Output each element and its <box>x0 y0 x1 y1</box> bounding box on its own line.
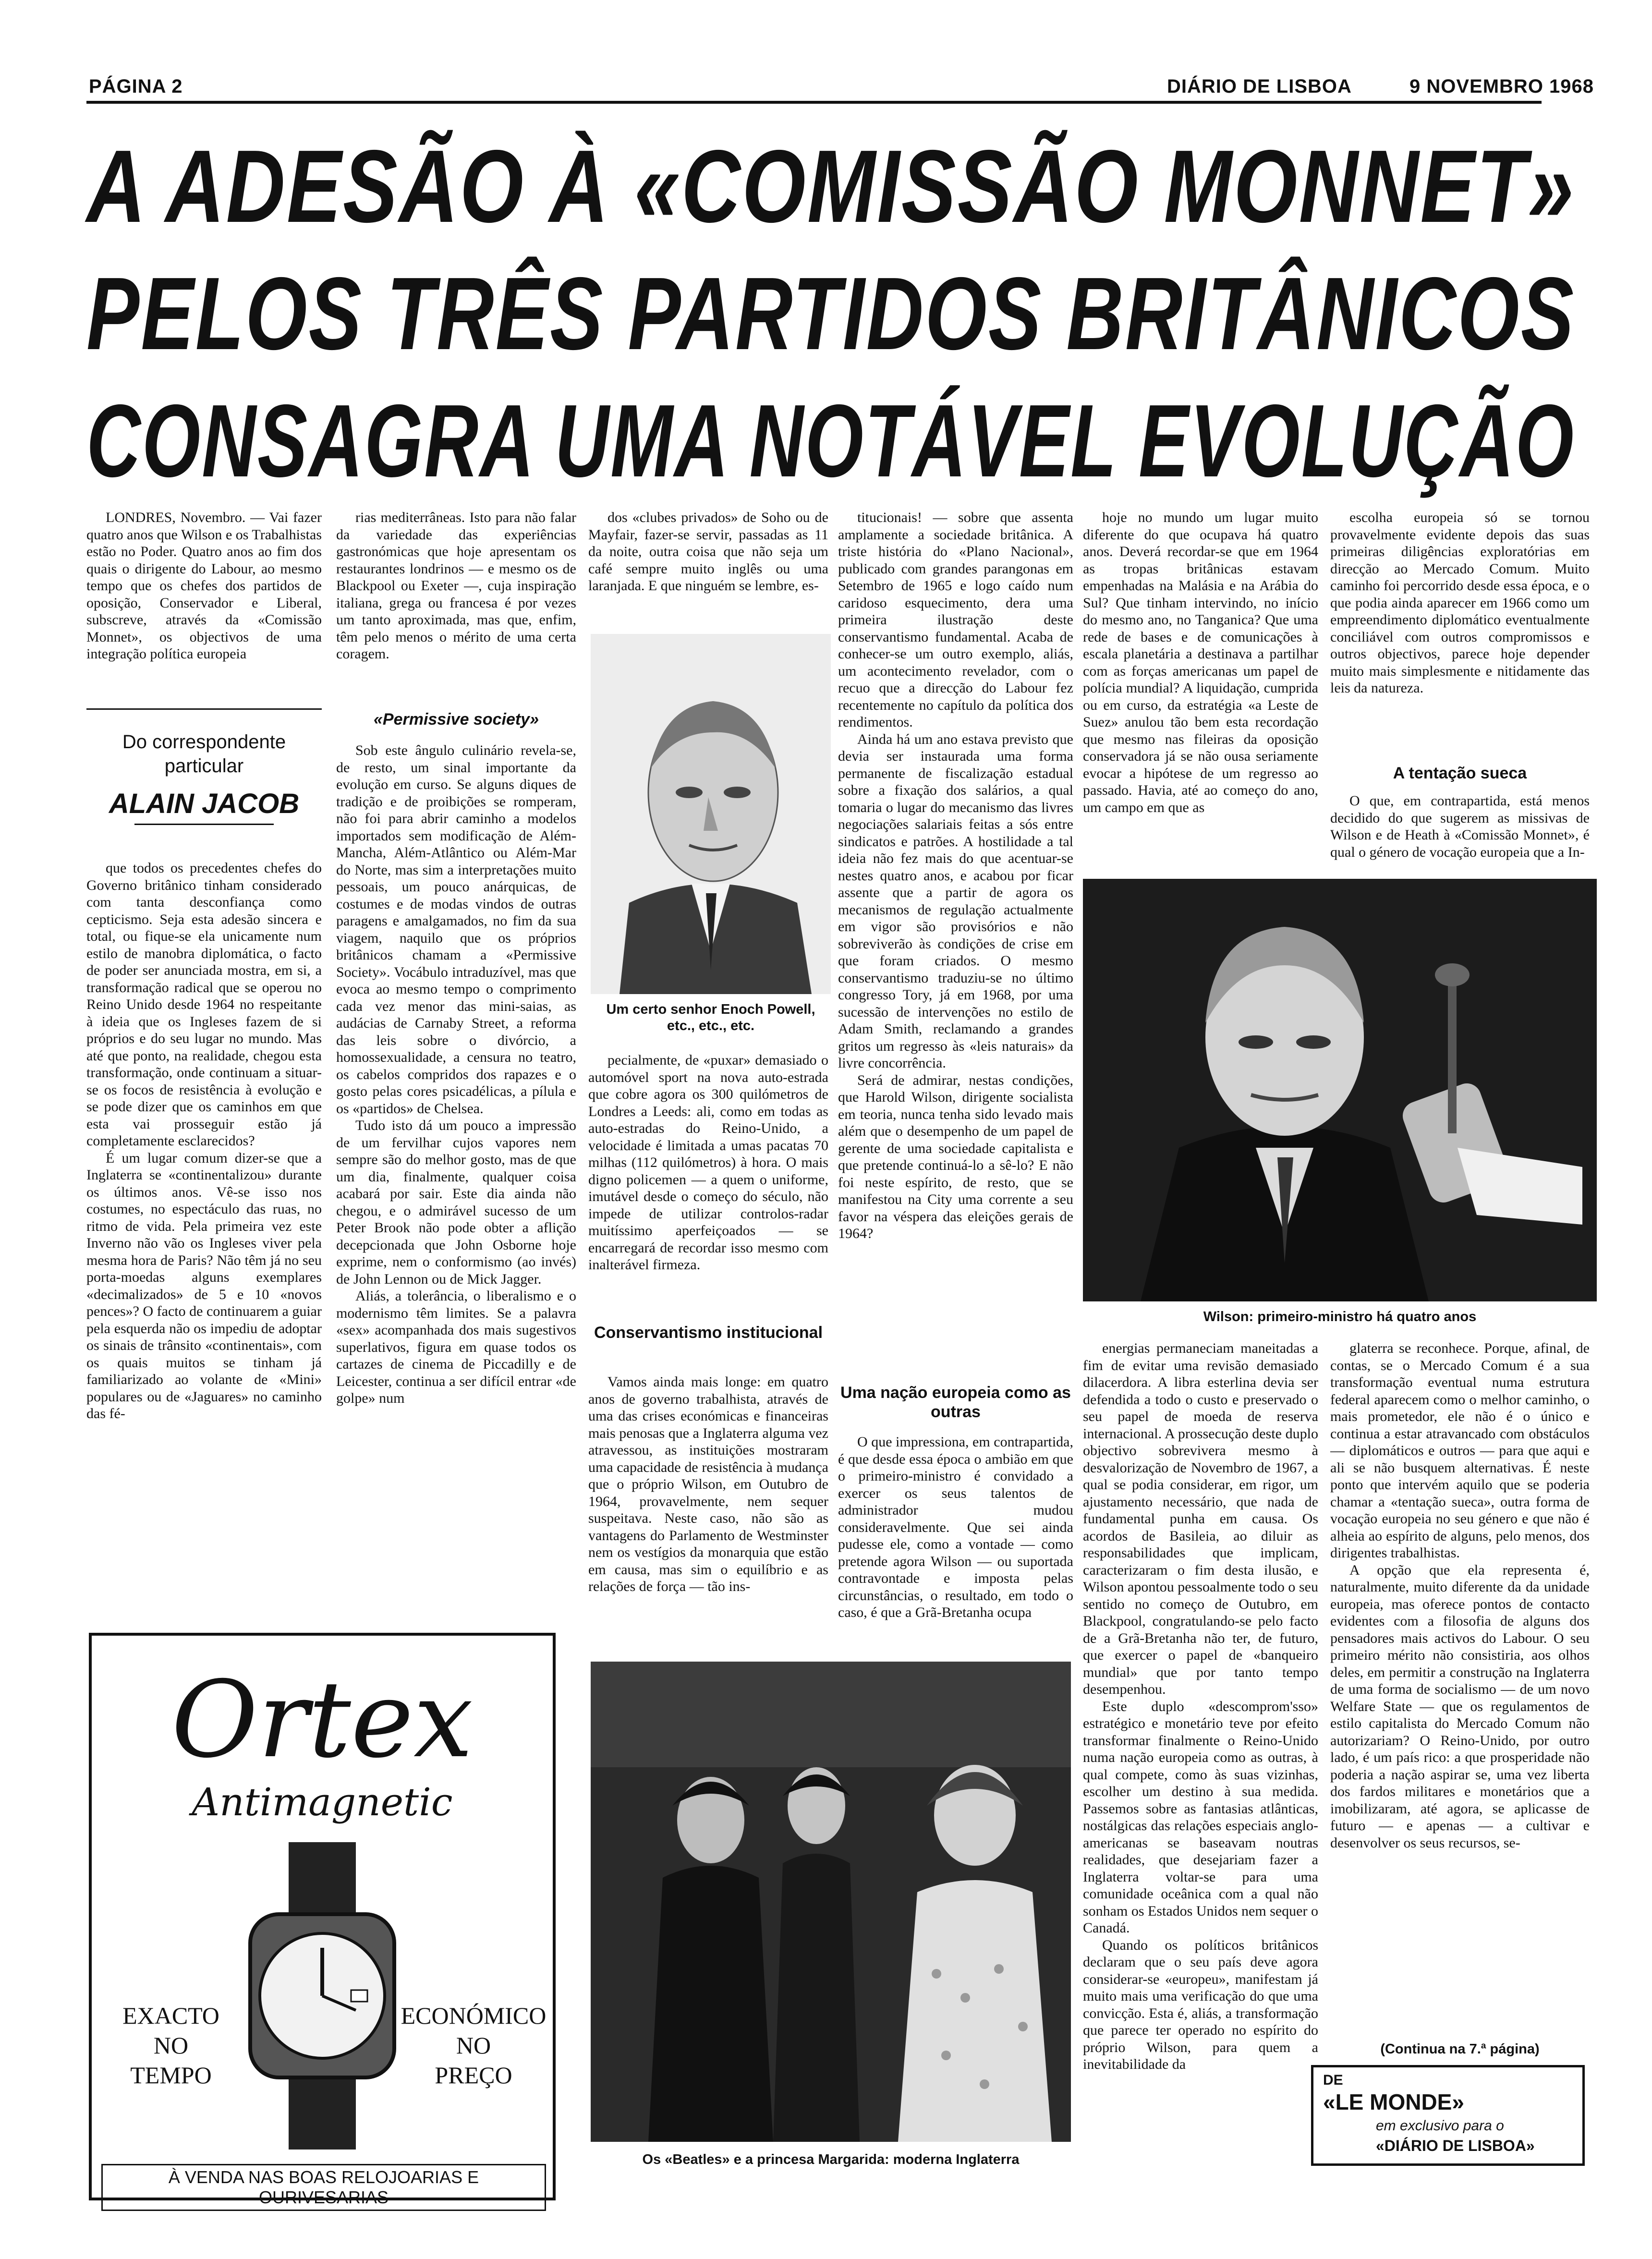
col2-top-text <box>336 509 576 706</box>
col6-bottom-text <box>1330 1340 1590 2036</box>
subhead-nacao-europeia: Uma nação europeia como as outras <box>840 1384 1071 1421</box>
col3-top-text <box>588 509 828 627</box>
ad-left-line-2: NO <box>153 2032 189 2059</box>
byline-rule-bottom <box>134 824 274 825</box>
col4-paragraph-4: O que impressiona, em contrapartida, é que desde essa época o ambião em que o primeiro-ministro é convidado a exercer os seus talentos de administrador mudou consideravelmente. Que sei ainda pudesse ele, como a vontade — como pretende agora Wilson — ou suportada contravontade e imposta pelas circunstâncias, o resultado, em todo o caso, é que a Grã-Bretanha ocupa <box>838 1434 1073 1620</box>
col6-paragraph-2: O que, em contrapartida, está menos decidido do que sugerem as missivas de Wilson e de Heath à «Comissão Monnet», é qual o género de vocação europeia que a In- <box>1330 793 1590 860</box>
ad-right-line-1: ECONÓMICO <box>401 2002 547 2029</box>
le-monde-name: «LE MONDE» <box>1323 2089 1464 2114</box>
caption-wilson: Wilson: primeiro-ministro há quatro anos <box>1203 1309 1477 1324</box>
wilson-portrait-illustration <box>1083 879 1597 1301</box>
col3-bottom-text <box>588 1373 828 1614</box>
portrait-illustration <box>591 634 831 994</box>
caption-beatles: Os «Beatles» e a princesa Margarida: moderna Inglaterra <box>642 2152 1020 2167</box>
ad-right-slogan <box>399 2001 548 2090</box>
ad-right-line-3: PREÇO <box>435 2062 512 2089</box>
article-lead <box>86 509 322 705</box>
le-monde-de: DE <box>1323 2072 1343 2088</box>
col1-paragraph-1: que todos os precedentes chefes do Governo britânico tinham considerado com tanta desconfiança como cepticismo. Seja esta adesão sincera e total, ou fique-se ela unicamente num estilo de manobra diplomática, o facto de poder ser anunciada mostra, em si, a transformação radical que se operou no Reino Unido desde 1964 no respeitante à ideia que os Ingleses fazem de si próprios e do seu lugar no mundo. Mas até que ponto, na realidade, chegou esta transformação, onde continuam a situar-se os focos de resistência à evolução e se pode dizer que os caminhos em que esta vai prosseguir estão já completamente esclarecidos? <box>86 860 322 1149</box>
ortex-advertisement <box>89 1633 556 2207</box>
col6-paragraph-1: escolha europeia só se tornou provavelmente evidente depois das suas primeiras diligências exploratórias em direcção ao Mercado Comum. Muito caminho foi percorrido desde essa época, e o que podia ainda aparecer em 1966 como um empreendimento diplomático eventualmente conciliável com outros compromissos e outros objectivos, parece hoje depender muito mais simplesmente e nitidamente das leis da natureza. <box>1330 510 1590 696</box>
col6-paragraph-3: glaterra se reconhece. Porque, afinal, de contas, se o Mercado Comum é a sua transformação eventual numa estrutura federal aparecem como o melhor caminho, o mais prometedor, ele não é o único e continua a estar atravancado com obstáculos — diplomáticos e outros — para que aqui e ali se não busquem alternativas. É neste ponto que intervém aquilo que se poderia chamar a «tentação sueca», outra forma de vocação europeia no seu género e que não é alheia ao espírito de alguns, pelo menos, dos dirigentes trabalhistas. <box>1330 1340 1590 1561</box>
photo-beatles-princess <box>591 1662 1071 2142</box>
le-monde-line-1: em exclusivo para o <box>1376 2118 1504 2134</box>
col6-top-text <box>1330 509 1590 756</box>
subhead-tentacao-sueca: A tentação sueca <box>1393 764 1527 782</box>
issue-date: 9 NOVEMBRO 1968 <box>1409 76 1594 97</box>
col5-paragraph-2: energias permaneciam maneitadas a fim de evitar uma revisão demasiado dilacerdora. A libra esterlina devia ser defendida a todo o custo e preservado o seu papel de moeda de reserva internacional. A prossecução deste duplo objectivo sobrevivera mesmo à desvalorização de Novembro de 1967, a qual se podia considerar, em rigor, um ajustamento necessário, que nada de fundamental punha em causa. Os acordos de Basileia, ao diluir as responsabilidades que implicam, caracterizaram o fim desta ilusão, e Wilson apontou pessoalmente todo o seu sentido no começo de Outubro, em Blackpool, congratulando-se pelo facto de a Grã-Bretanha não ter, de futuro, que exercer o papel de «banqueiro mundial» que por tanto tempo desempenhou. <box>1083 1340 1318 1697</box>
ad-left-slogan <box>106 2001 236 2090</box>
photo-wilson <box>1083 879 1597 1301</box>
caption-powell: Um certo senhor Enoch Powell, etc., etc., etc. <box>606 1002 815 1033</box>
byline-author: ALAIN JACOB <box>109 788 300 819</box>
col2-paragraph-4: Aliás, a tolerância, o liberalismo e o modernismo têm limites. Se a palavra «sex» acompanhada dos mais sugestivos superlativos, figura em quase todos os cartazes de cinema de Piccadilly e de Leicester, continua a ser difícil entrar «de golpe» num <box>336 1288 576 1406</box>
col3-paragraph-1: dos «clubes privados» de Soho ou de Mayfair, fazer-se servir, passadas as 11 da noite, outra coisa que não seja um café sempre muito inglês ou uma laranjada. E que ninguém se lembre, es- <box>588 510 828 594</box>
continued-note: (Continua na 7.ª página) <box>1380 2041 1540 2057</box>
col4-paragraph-2: Ainda há um ano estava previsto que devia ser instaurada uma forma permanente de fiscalização estadual sobre a fixação dos salários, a qual tomaria o lugar do mecanismo das livres negociações salariais feitas a sós entre sindicatos e patrões. A hostilidade a tal ideia não fez mais do que acentuar-se nestes quatro anos, e acabou por ficar assente que a partir de agora os mecanismos de regulação actualmente em vigor são provisórios e não sobreviverão às condições de crise em que foram criados. O mesmo conservantismo traduziu-se no último congresso Tory, já em 1968, por uma sucessão de intervenções no estilo de Adam Smith, reclamando a grandes gritos um regresso às «leis naturais» da livre concorrência. <box>838 731 1073 1071</box>
le-monde-box <box>1311 2065 1585 2166</box>
lead-paragraph: LONDRES, Novembro. — Vai fazer quatro anos que Wilson e os Trabalhistas estão no Poder. Quatro anos ao fim dos quais o dirigente do Labour, ao mesmo tempo que os chefes dos partidos de oposição, Conservador e Liberal, subscreve, através da «Comissão Monnet», os objectivos de uma integração política europeia <box>86 510 322 662</box>
col3-mid-text <box>588 1052 828 1287</box>
col2-paragraph-1: rias mediterrâneas. Isto para não falar da variedade das experiências gastronómicas que hoje apresentam os restaurantes londrinos — e mesmo os de Blackpool ou Exeter —, cuja inspiração italiana, grega ou francesa é por vezes um tanto aproximada, mas que, enfim, têm pelo menos o mérito de uma certa coragem. <box>336 510 576 662</box>
beatles-illustration <box>591 1662 1071 2142</box>
headline-line-1: A ADESÃO À «COMISSÃO MONNET» <box>86 128 1575 244</box>
col4-text <box>838 509 1073 1321</box>
byline-rule-top <box>86 708 322 710</box>
col5-bottom-text <box>1083 1340 1318 2204</box>
ad-footer: À VENDA NAS BOAS RELOJOARIAS E OURIVESARIAS <box>101 2164 546 2211</box>
ad-left-line-1: EXACTO <box>122 2002 219 2029</box>
col3-paragraph-2: pecialmente, de «puxar» demasiado o automóvel sport na nova auto-estrada que cobre agora os 300 quilómetros de Londres a Leeds: ali, como em todas as auto-estradas do Reino-Unido, a velocidade é limitada a umas pacatas 70 milhas (112 quilómetros) à hora. O mais digno policemen — a quem o uniforme, imutável desde o começo do século, não impede de utilizar controlos-radar muitíssimo aperfeiçoados — se encarregará de recordar isso mesmo com inalterável firmeza. <box>588 1052 828 1273</box>
col5-paragraph-1: hoje no mundo um lugar muito diferente do que ocupava há quatro anos. Deverá recordar-se que em 1964 as tropas britânicas estavam empenhadas na Malásia e na Arábia do Sul? Que tinham intervindo, no início do mesmo ano, no Tanganica? Que uma rede de bases e de comunicações à escala planetária a destinava a partilhar com as forças americanas um papel de polícia mundial? A liquidação, cumprida ou em curso, da estratégia «a Leste de Suez» anulou tão bem esta recordação que mesmo nas fileiras da oposição conservadora já se não ousa seriamente evocar a hipótese de um regresso ao passado. Havia, até ao começo do ano, um campo em que as <box>1083 510 1318 815</box>
wristwatch-icon <box>236 1842 409 2150</box>
col2-paragraph-2: Sob este ângulo culinário revela-se, de resto, um sinal importante da evolução em curso. Se alguns diques de tradição e de proibições se romperam, não foi para abrir caminho a modelos importados sem modificação de Além-Mancha, Além-Atlântico ou Além-Mar do Norte, mas sim a interpretações muito pessoais, um pouco anárquicas, de costumes e de modas vindos de outras paragens e amalgamados, no fim da sua viagem, naquilo que os próprios britânicos chamam a «Permissive Society». Vocábulo intraduzível, mas que evoca ao mesmo tempo o comprimento cada vez menor das mini-saias, as audácias de Carnaby Street, a reforma das leis sobre o divórcio, a homossexualidade, a censura no teatro, os cabelos compridos dos rapazes e o gosto pelas cores psicadélicas, a pílula e os «partidos» de Chelsea. <box>336 742 576 1117</box>
col6-mid-text <box>1330 792 1590 876</box>
col2-paragraph-3: Tudo isto dá um pouco a impressão de um fervilhar cujos vapores nem sempre são do melhor gosto, mas de que um dia, finalmente, qualquer coisa acabará por sair. Este dia ainda não chegou, e o admirável sucesso de um Peter Brook não pode obter a aflição decepcionada que John Osborne hoje exprime, nem o conformismo (ao invés) de John Lennon ou de Mick Jagger. <box>336 1117 576 1287</box>
header-rule <box>86 101 1542 104</box>
col5-top-text <box>1083 509 1318 874</box>
col4-bottom-text <box>838 1433 1073 1645</box>
headline-line-3: CONSAGRA UMA NOTÁVEL EVOLUÇÃO <box>86 383 1575 498</box>
col4-paragraph-1: titucionais! — sobre que assenta amplamente a sociedade britânica. A triste história do «Plano Nacional», publicado com grandes parangonas em Setembro de 1965 e logo caído num caridoso esquecimento, dera uma primeira ilustração deste conservantismo fundamental. Acaba de conhecer-se um outro exemplo, aliás, um acontecimento revelador, com o recuo que a direcção do Labour fez recentemente no capítulo da política dos rendimentos. <box>838 510 1073 730</box>
byline-intro: Do correspondente particular <box>122 731 286 777</box>
col2-text <box>336 742 576 1558</box>
col6-paragraph-4: A opção que ela representa é, naturalmente, muito diferente da da unidade europeia, mas oferece pontos de contacto evidentes com a filosofia de alguns dos pensadores mais activos do Labour. O seu primeiro mérito não consistiria, aos olhos deles, em permitir a construção na Inglaterra de uma forma de socialismo — de um novo Welfare State — que os regulamentos de estilo capitalista do Mercado Comum não autorizariam? O Reino-Unido, por outro lado, é um país rico: a que prosperidade não poderia a nação aspirar se, uma vez liberta dos fardos militares e monetários que a imobilizaram, até agora, se aplicasse de futuro — e apenas — a cultivar e desenvolver os seus recursos, se- <box>1330 1562 1590 1851</box>
ad-left-line-3: TEMPO <box>130 2062 212 2089</box>
subhead-permissive-society: «Permissive society» <box>373 710 539 729</box>
col4-paragraph-3: Será de admirar, nestas condições, que Harold Wilson, dirigente socialista em teoria, nunca tenha sido levado mais além que o desempenho de um papel de gerente de uma sociedade capitalista e que pretende continuá-lo a sê-lo? E não foi neste espírito, de resto, que se manifestou na City uma corrente a seu favor na véspera das eleições gerais de 1964? <box>838 1072 1073 1241</box>
col3-paragraph-3: Vamos ainda mais longe: em quatro anos de governo trabalhista, através de uma das crises económicas e financeiras mais penosas que a Inglaterra alguma vez atravessou, as instituições mostraram uma capacidade de resistência à mudança que o próprio Wilson, em Outubro de 1964, provavelmente, nem sequer suspeitava. Neste caso, não são as vantagens do Parlamento de Westminster nem os vestígios da monarquia que estão em causa, mas sim o equilíbrio e as relações de força — tão ins- <box>588 1374 828 1594</box>
ad-tagline: Antimagnetic <box>192 1780 453 1824</box>
le-monde-line-2: «DIÁRIO DE LISBOA» <box>1376 2137 1535 2154</box>
col1-paragraph-2: É um lugar comum dizer-se que a Inglaterra se «continentalizou» durante os últimos anos. Vê-se isso nos costumes, no espectáculo das ruas, no ritmo de vida. Pela primeira vez este Inverno não vão os Ingleses viver pela mesma hora de Paris? Não têm já no seu porta-moedas alguns exemplares «decimalizados» de 5 e 10 «novos pences»? O facto de continuarem a guiar pela esquerda não os impediu de adoptar os sinais de trânsito «continentais», com os quais muitos se tinham já familiarizado ao volante de «Mini» populares ou de «Jaguares» no caminho das fé- <box>86 1150 322 1421</box>
col5-paragraph-4: Quando os políticos britânicos declaram que o seu país deve agora considerar-se «europeu», manifestam já muito mais uma verificação do que uma convicção. Esta é, aliás, a transformação que parece ter operado no espírito do próprio Wilson, para quem a inevitabilidade da <box>1083 1937 1318 2072</box>
headline-line-2: PELOS TRÊS PARTIDOS BRITÂNICOS <box>86 255 1576 371</box>
photo-enoch-powell <box>591 634 831 994</box>
col1-text <box>86 860 322 1556</box>
newspaper-name: DIÁRIO DE LISBOA <box>1167 76 1352 97</box>
subhead-conservantismo: Conservantismo institucional <box>594 1324 823 1342</box>
col5-paragraph-3: Este duplo «descomprom'sso» estratégico e monetário teve por efeito transformar finalmente o Reino-Unido numa nação europeia como as outras, à qual compete, como às suas vizinhas, escolher um destino à sua medida. Passemos sobre as fantasias atlânticas, nostálgicas das relações especiais anglo-americanas se baseavam noutras realidades, que desejariam fazer a Inglaterra voltar-se para uma comunidade oceânica com a qual não sonham os Estados Unidos nem sequer o Canadá. <box>1083 1698 1318 1936</box>
ad-brand: Ortex <box>171 1658 474 1781</box>
ad-right-line-2: NO <box>456 2032 491 2059</box>
page-number: PÁGINA 2 <box>89 76 183 97</box>
